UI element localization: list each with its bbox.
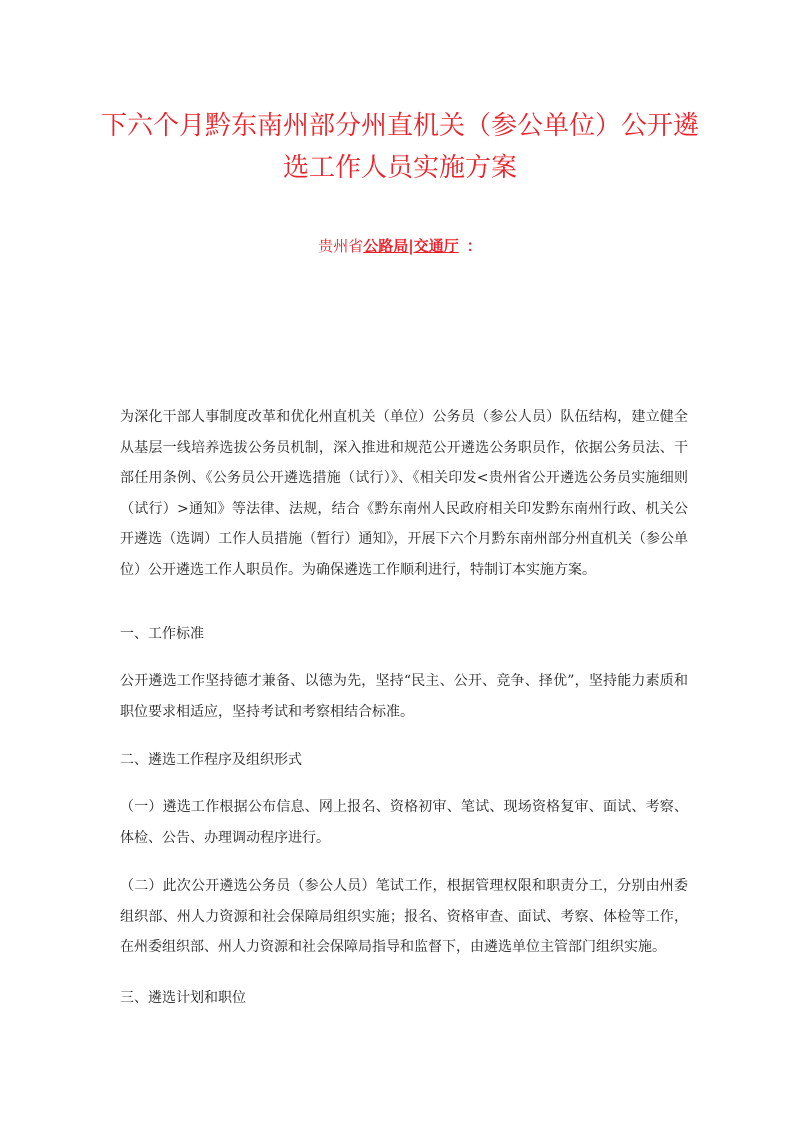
document-title-line-1: 下六个月黔东南州部分州直机关（参公单位）公开遴 [100, 111, 699, 141]
subtitle-colon: ： [466, 237, 482, 255]
document-subtitle [0, 234, 800, 258]
subtitle-link[interactable]: 公路局|交通厅 [363, 237, 459, 255]
intro-paragraph: 为深化干部人事制度改革和优化州直机关（单位）公务员（参公人员）队伍结构，建立健全从基层一线培养选拔公务员机制，深入推进和规范公开遴选公务职员作，依据公务员法、干部任用条例、《公务员公开遴选措施（试行）》、《相关印发<贵州省公开遴选公务员实施细则（试行）>通知》等法律、法规，结合《黔东南州人民政府相关印发黔东南州行政、机关公开遴选（选调）工作人员措施（暂行）通知》，开展下六个月黔东南州部分州直机关（参公单位）公开遴选工作人职员作。为确保遴选工作顺利进行，特制订本实施方案。 [120, 409, 688, 578]
subtitle-prefix: 贵州省 [318, 237, 364, 255]
section-1-body: 公开遴选工作坚持德才兼备、以德为先，坚持“民主、公开、竞争、择优”，坚持能力素质和职位要求相适应，坚持考试和考察相结合标准。 [120, 673, 688, 720]
section-1-heading: 一、工作标准 [120, 626, 204, 642]
section-2-heading: 二、遴选工作程序及组织形式 [120, 752, 302, 768]
document-title-line-2: 选工作人员实施方案 [282, 153, 517, 183]
section-2-item-1: （一）遴选工作根据公布信息、网上报名、资格初审、笔试、现场资格复审、面试、考察、体检、公告、办理调动程序进行。 [120, 799, 688, 846]
section-3-heading: 三、遴选计划和职位 [120, 990, 246, 1006]
section-2-item-2: （二）此次公开遴选公务员（参公人员）笔试工作，根据管理权限和职责分工，分别由州委组织部、州人力资源和社会保障局组织实施；报名、资格审查、面试、考察、体检等工作，在州委组织部、州人力资源和社会保障局指导和监督下，由遴选单位主管部门组织实施。 [120, 878, 688, 955]
